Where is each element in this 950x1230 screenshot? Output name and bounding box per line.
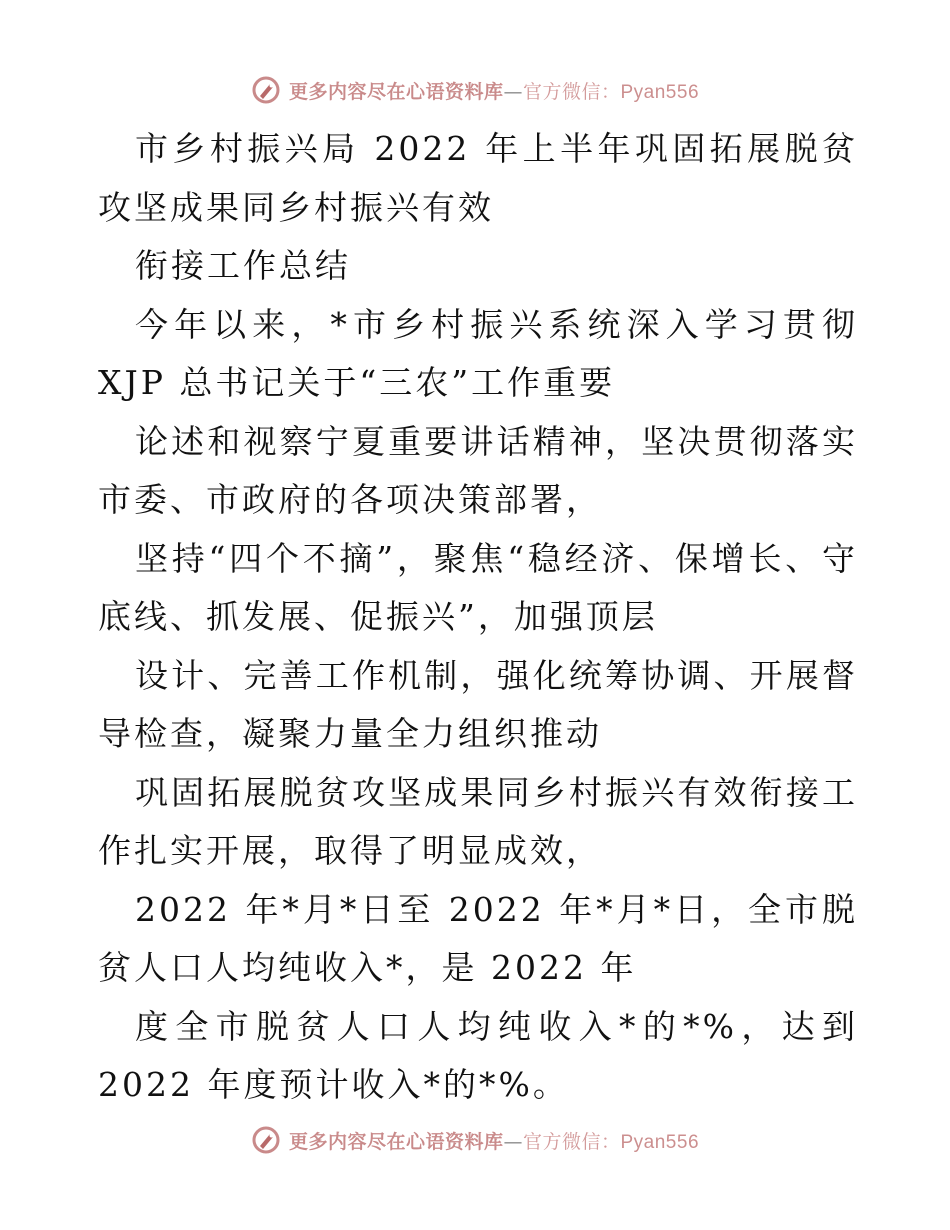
watermark-text: [289, 1127, 699, 1154]
paragraph-body: 2022 年*月*日至 2022 年*月*日，全市脱贫人口人均纯收入*，是 2022 年: [98, 889, 858, 987]
watermark-wechat-id: Pyan556: [620, 1131, 700, 1153]
paragraph-body: 度全市脱贫人口人均纯收入*的*%，达到 2022 年度预计收入*的*%。: [98, 1006, 858, 1104]
paragraph-body: 巩固拓展脱贫攻坚成果同乡村振兴有效衔接工作扎实开展，取得了明显成效，: [98, 772, 858, 870]
paragraph-title-line-2: 衔接工作总结: [135, 246, 351, 285]
pen-nib-icon: [251, 75, 281, 105]
paragraph-body: 论述和视察宁夏重要讲话精神，坚决贯彻落实市委、市政府的各项决策部署，: [98, 421, 858, 519]
watermark-wechat-label: 官方微信：: [522, 1130, 621, 1153]
paragraph-title-line-1: 市乡村振兴局 2022 年上半年巩固拓展脱贫攻坚成果同乡村振兴有效: [98, 129, 858, 227]
watermark-wechat-label: 官方微信：: [522, 80, 621, 103]
document-body: [98, 120, 858, 1115]
paragraph-body: 坚持“四个不摘”，聚焦“稳经济、保增长、守底线、抓发展、促振兴”，加强顶层: [98, 538, 858, 636]
watermark-main-text: 更多内容尽在心语资料库: [288, 80, 504, 103]
watermark-main-text: 更多内容尽在心语资料库: [288, 1130, 504, 1153]
watermark-wechat-id: Pyan556: [620, 81, 700, 103]
watermark-dash: —: [503, 80, 523, 103]
footer-watermark: [0, 1120, 950, 1160]
pen-nib-icon: [251, 1125, 281, 1155]
paragraph-body: 今年以来，*市乡村振兴系统深入学习贯彻 XJP 总书记关于“三农”工作重要: [98, 304, 858, 402]
header-watermark: [0, 70, 950, 110]
watermark-text: [289, 77, 699, 104]
watermark-dash: —: [503, 1130, 523, 1153]
paragraph-body: 设计、完善工作机制，强化统筹协调、开展督导检查，凝聚力量全力组织推动: [98, 655, 858, 753]
